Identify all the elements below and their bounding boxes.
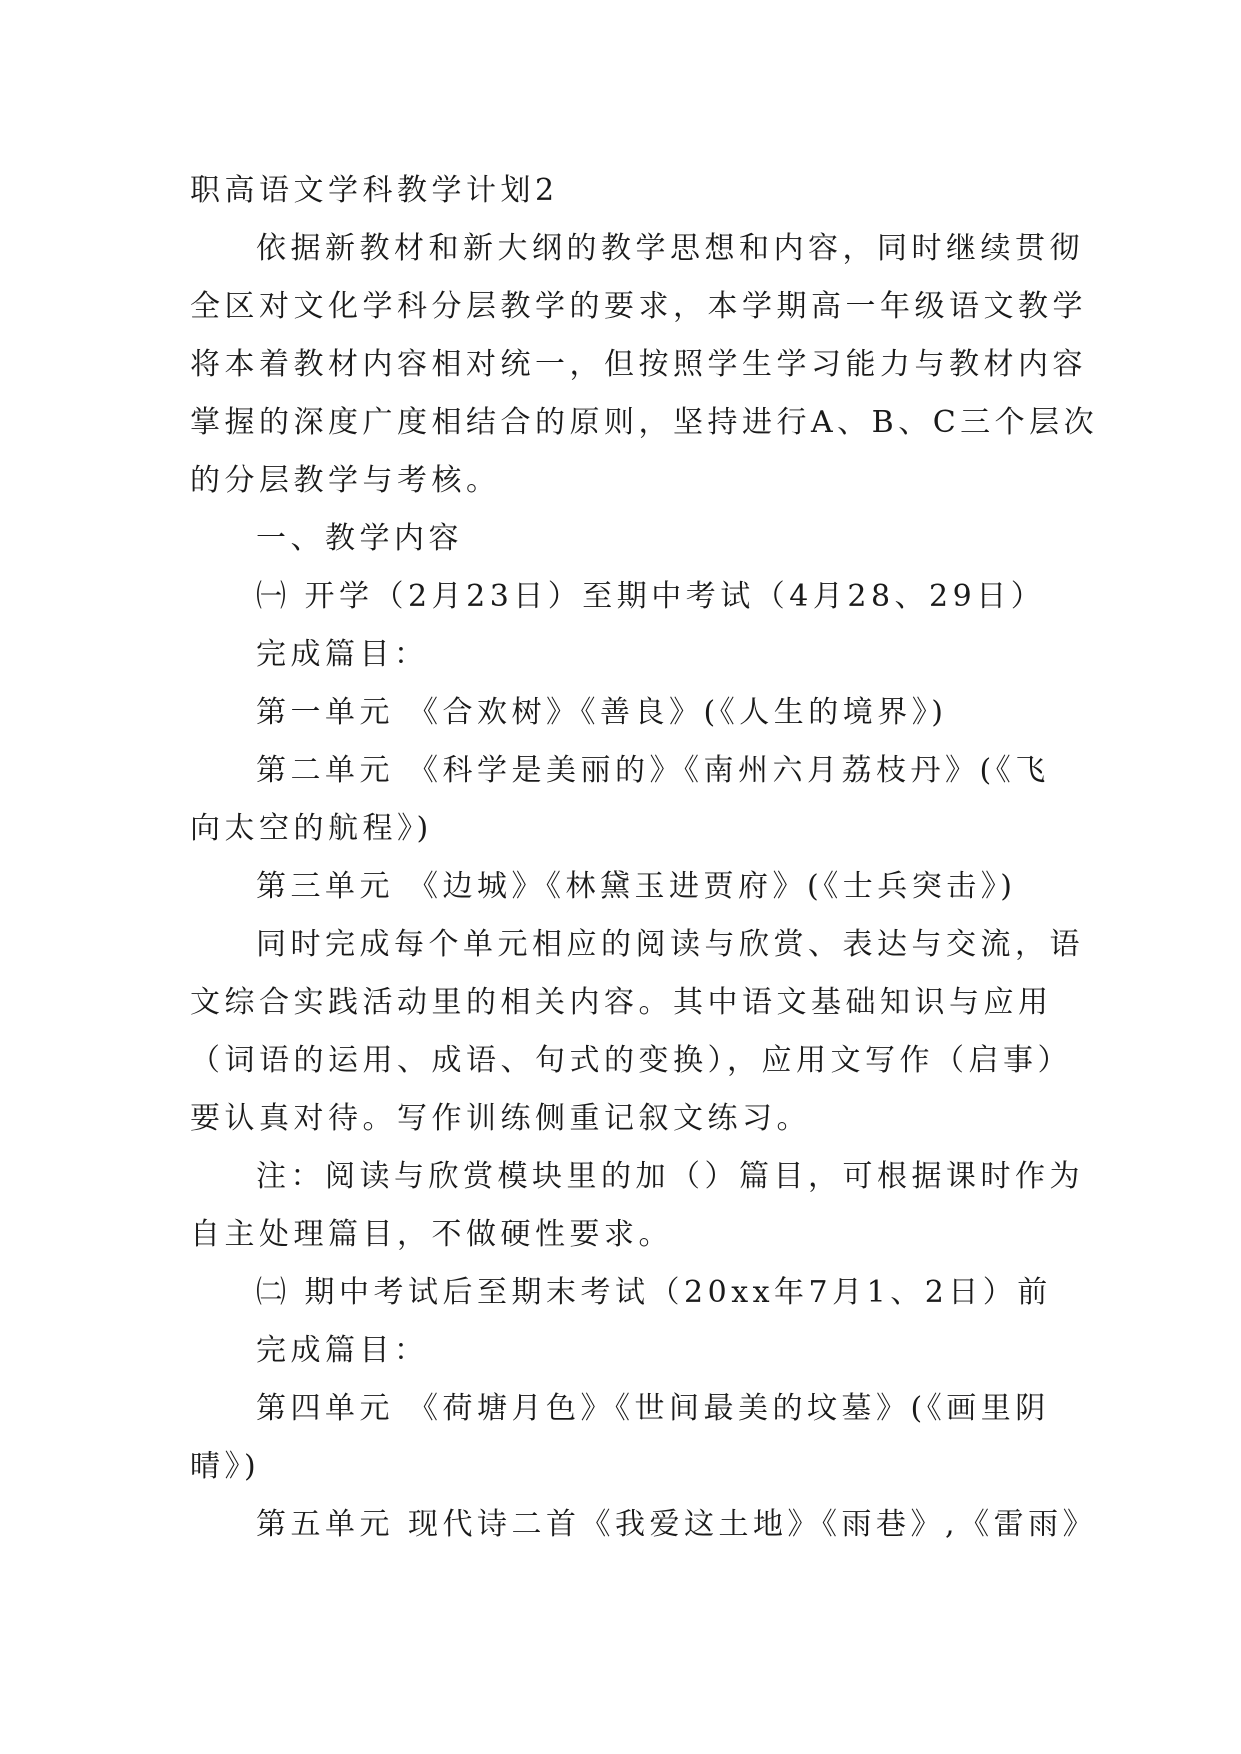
- unit2-line-1: 第二单元 《科学是美丽的》《南州六月荔枝丹》(《飞: [256, 753, 1050, 788]
- intro-line-2: 全区对文化学科分层教学的要求，本学期高一年级语文教学: [190, 289, 1087, 324]
- also-complete-line-3: （词语的运用、成语、句式的变换），应用文写作（启事）: [190, 1043, 1072, 1078]
- unit3-line: 第三单元 《边城》《林黛玉进贾府》(《士兵突击》): [256, 869, 1017, 904]
- intro-line-1: 依据新教材和新大纲的教学思想和内容，同时继续贯彻: [256, 231, 1084, 266]
- unit4-line-2: 晴》): [190, 1449, 261, 1484]
- intro-line-5: 的分层教学与考核。: [190, 463, 501, 498]
- note-line-2: 自主处理篇目，不做硬性要求。: [190, 1217, 673, 1252]
- note-line-1: 注：阅读与欣赏模块里的加（）篇目，可根据课时作为: [256, 1159, 1084, 1194]
- intro-line-4: 掌握的深度广度相结合的原则，坚持进行A、B、C三个层次: [190, 405, 1099, 440]
- unit2-line-2: 向太空的航程》): [190, 811, 433, 846]
- part1-heading: ㈠ 开学（2月23日）至期中考试（4月28、29日）: [256, 579, 1046, 614]
- also-complete-line-4: 要认真对待。写作训练侧重记叙文练习。: [190, 1101, 811, 1136]
- document-body: [190, 162, 1099, 1554]
- also-complete-line-1: 同时完成每个单元相应的阅读与欣赏、表达与交流，语: [256, 927, 1084, 962]
- part1-complete-label: 完成篇目：: [256, 637, 429, 672]
- section-heading: 一、教学内容: [256, 521, 463, 556]
- also-complete-line-2: 文综合实践活动里的相关内容。其中语文基础知识与应用: [190, 985, 1053, 1020]
- intro-line-3: 将本着教材内容相对统一，但按照学生学习能力与教材内容: [190, 347, 1087, 382]
- unit4-line-1: 第四单元 《荷塘月色》《世间最美的坟墓》(《画里阴: [256, 1391, 1050, 1426]
- part2-complete-label: 完成篇目：: [256, 1333, 429, 1368]
- document-title: 职高语文学科教学计划2: [190, 173, 559, 208]
- part2-heading: ㈡ 期中考试后至期末考试（20xx年7月1、2日）前: [256, 1275, 1052, 1310]
- unit5-line: 第五单元 现代诗二首《我爱这土地》《雨巷》,《雷雨》: [256, 1507, 1098, 1542]
- unit1-line: 第一单元 《合欢树》《善良》(《人生的境界》): [256, 695, 948, 730]
